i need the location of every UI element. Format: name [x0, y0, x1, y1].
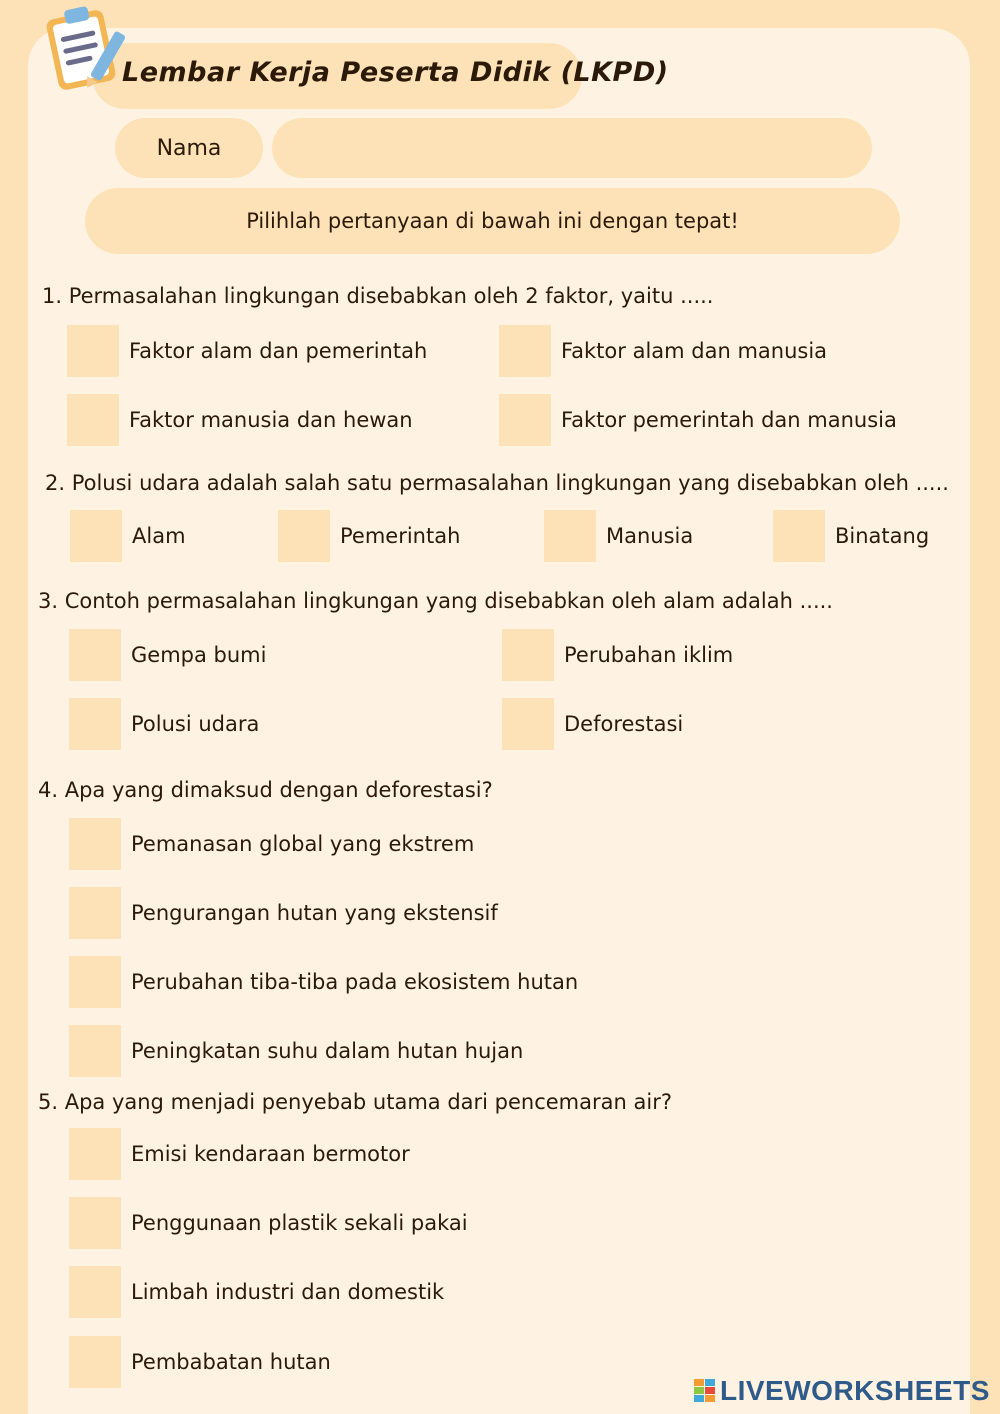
answer-checkbox[interactable]	[69, 818, 121, 870]
liveworksheets-brand[interactable]	[694, 1374, 990, 1408]
answer-checkbox[interactable]	[70, 510, 122, 562]
answer-checkbox[interactable]	[69, 1266, 121, 1318]
q2-option-4[interactable]	[773, 510, 929, 562]
q5-option-3[interactable]	[69, 1266, 444, 1318]
q5-option-1[interactable]	[69, 1128, 410, 1180]
option-label: Emisi kendaraan bermotor	[131, 1142, 410, 1166]
q3-option-2[interactable]	[502, 629, 733, 681]
option-label: Limbah industri dan domestik	[131, 1280, 445, 1304]
option-label: Faktor manusia dan hewan	[129, 408, 413, 432]
q1-option-4[interactable]	[499, 394, 897, 446]
answer-checkbox[interactable]	[69, 887, 121, 939]
answer-checkbox[interactable]	[69, 698, 121, 750]
answer-checkbox[interactable]	[67, 394, 119, 446]
answer-checkbox[interactable]	[499, 394, 551, 446]
answer-checkbox[interactable]	[502, 698, 554, 750]
option-label: Peningkatan suhu dalam hutan hujan	[131, 1039, 524, 1063]
answer-checkbox[interactable]	[69, 956, 121, 1008]
q1-option-1[interactable]	[67, 325, 427, 377]
answer-checkbox[interactable]	[773, 510, 825, 562]
q1-option-3[interactable]	[67, 394, 413, 446]
option-label: Faktor alam dan pemerintah	[129, 339, 428, 363]
q4-option-1[interactable]	[69, 818, 474, 870]
answer-checkbox[interactable]	[502, 629, 554, 681]
answer-checkbox[interactable]	[69, 1336, 121, 1388]
option-label: Gempa bumi	[131, 643, 267, 667]
answer-checkbox[interactable]	[69, 1128, 121, 1180]
instruction-banner: Pilihlah pertanyaan di bawah ini dengan tepat!	[85, 188, 900, 254]
q5-option-2[interactable]	[69, 1197, 468, 1249]
answer-checkbox[interactable]	[278, 510, 330, 562]
brand-text: LIVEWORKSHEETS	[720, 1375, 990, 1406]
answer-checkbox[interactable]	[544, 510, 596, 562]
name-label: Nama	[115, 118, 263, 178]
option-label: Manusia	[606, 524, 694, 548]
q4-option-3[interactable]	[69, 956, 578, 1008]
option-label: Pemanasan global yang ekstrem	[131, 832, 475, 856]
option-label: Penggunaan plastik sekali pakai	[131, 1211, 468, 1235]
option-label: Perubahan tiba-tiba pada ekosistem hutan	[131, 970, 579, 994]
q3-option-4[interactable]	[502, 698, 683, 750]
option-label: Pembabatan hutan	[131, 1350, 331, 1374]
question-3-text: 3. Contoh permasalahan lingkungan yang disebabkan oleh alam adalah .....	[38, 589, 833, 613]
answer-checkbox[interactable]	[499, 325, 551, 377]
option-label: Polusi udara	[131, 712, 260, 736]
option-label: Faktor pemerintah dan manusia	[561, 408, 897, 432]
option-label: Binatang	[835, 524, 930, 548]
question-5-text: 5. Apa yang menjadi penyebab utama dari pencemaran air?	[38, 1090, 672, 1114]
q3-option-3[interactable]	[69, 698, 259, 750]
option-label: Deforestasi	[564, 712, 684, 736]
question-1-text: 1. Permasalahan lingkungan disebabkan oleh 2 faktor, yaitu .....	[42, 284, 714, 308]
q5-option-4[interactable]	[69, 1336, 331, 1388]
answer-checkbox[interactable]	[69, 1025, 121, 1077]
option-label: Perubahan iklim	[564, 643, 734, 667]
q4-option-2[interactable]	[69, 887, 498, 939]
q2-option-2[interactable]	[278, 510, 460, 562]
q4-option-4[interactable]	[69, 1025, 523, 1077]
question-2-text: 2. Polusi udara adalah salah satu permasalahan lingkungan yang disebabkan oleh .....	[45, 471, 949, 495]
page-title: Lembar Kerja Peserta Didik (LKPD)	[122, 57, 669, 88]
liveworksheets-logo-icon	[694, 1379, 716, 1403]
q3-option-1[interactable]	[69, 629, 266, 681]
answer-checkbox[interactable]	[67, 325, 119, 377]
option-label: Alam	[132, 524, 186, 548]
q1-option-2[interactable]	[499, 325, 827, 377]
q2-option-1[interactable]	[70, 510, 186, 562]
answer-checkbox[interactable]	[69, 629, 121, 681]
option-label: Pemerintah	[340, 524, 461, 548]
question-4-text: 4. Apa yang dimaksud dengan deforestasi?	[38, 778, 493, 802]
name-field[interactable]	[272, 118, 872, 178]
answer-checkbox[interactable]	[69, 1197, 121, 1249]
option-label: Pengurangan hutan yang ekstensif	[131, 901, 498, 925]
q2-option-3[interactable]	[544, 510, 693, 562]
clipboard-pencil-icon	[44, 0, 130, 96]
option-label: Faktor alam dan manusia	[561, 339, 828, 363]
